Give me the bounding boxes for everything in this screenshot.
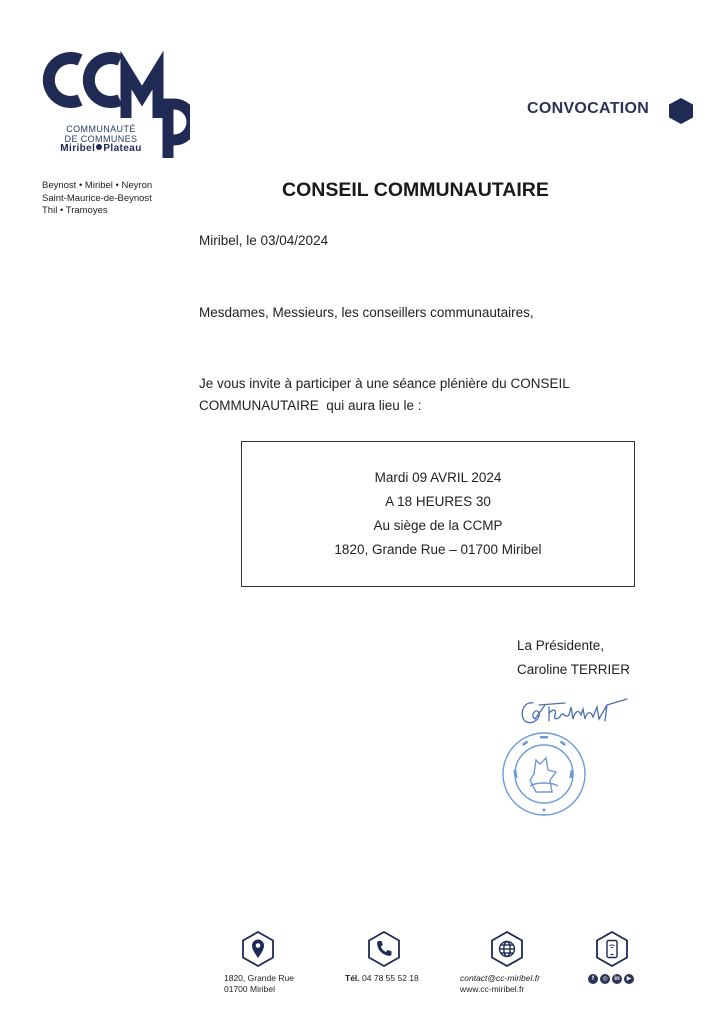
footer-phone: Tél. 04 78 55 52 18: [345, 973, 419, 983]
meeting-time: A 18 HEURES 30: [385, 494, 491, 509]
signatory-role: La Présidente,: [517, 638, 605, 653]
instagram-icon[interactable]: ◎: [600, 974, 610, 984]
convocation-label: CONVOCATION: [527, 100, 650, 117]
document-title: CONSEIL COMMUNAUTAIRE: [282, 179, 549, 201]
logo-dot: [96, 144, 102, 150]
youtube-icon[interactable]: ▶: [624, 974, 634, 984]
meeting-address: 1820, Grande Rue – 01700 Miribel: [334, 542, 542, 557]
footer-website[interactable]: www.cc-miribel.fr: [460, 984, 525, 994]
member-communes: Beynost • Miribel • Neyron Saint-Maurice-de-Beynost Thil • Tramoyes: [42, 180, 153, 216]
phone-icon: [367, 931, 401, 967]
hexagon-icon: [668, 97, 694, 125]
location-pin-icon: [241, 931, 275, 967]
footer-email[interactable]: contact@cc-miribel.fr: [460, 973, 540, 983]
logo-subtitle: COMMUNAUTÉ DE COMMUNES Miribel Plateau: [60, 124, 142, 154]
invitation-text: Je vous invite à participer à une séance plénière du CONSEIL COMMUNAUTAIRE qui aura lieu le :: [199, 376, 570, 413]
meeting-place: Au siège de la CCMP: [373, 518, 503, 533]
salutation: Mesdames, Messieurs, les conseillers communautaires,: [199, 305, 534, 320]
handwritten-signature: [515, 693, 635, 733]
official-stamp: [500, 730, 588, 818]
linkedin-icon[interactable]: in: [612, 974, 622, 984]
meeting-details-box: [241, 441, 635, 587]
social-links: [588, 974, 634, 984]
footer-address: 1820, Grande Rue 01700 Miribel: [224, 973, 294, 994]
mobile-phone-icon: [595, 931, 629, 967]
date-line: Miribel, le 03/04/2024: [199, 233, 329, 248]
meeting-date: Mardi 09 AVRIL 2024: [374, 470, 502, 485]
globe-icon: [490, 931, 524, 967]
footer-contact: [460, 973, 540, 995]
signatory-block: [517, 634, 630, 682]
signatory-name: Caroline TERRIER: [517, 662, 631, 677]
facebook-icon[interactable]: f: [588, 974, 598, 984]
